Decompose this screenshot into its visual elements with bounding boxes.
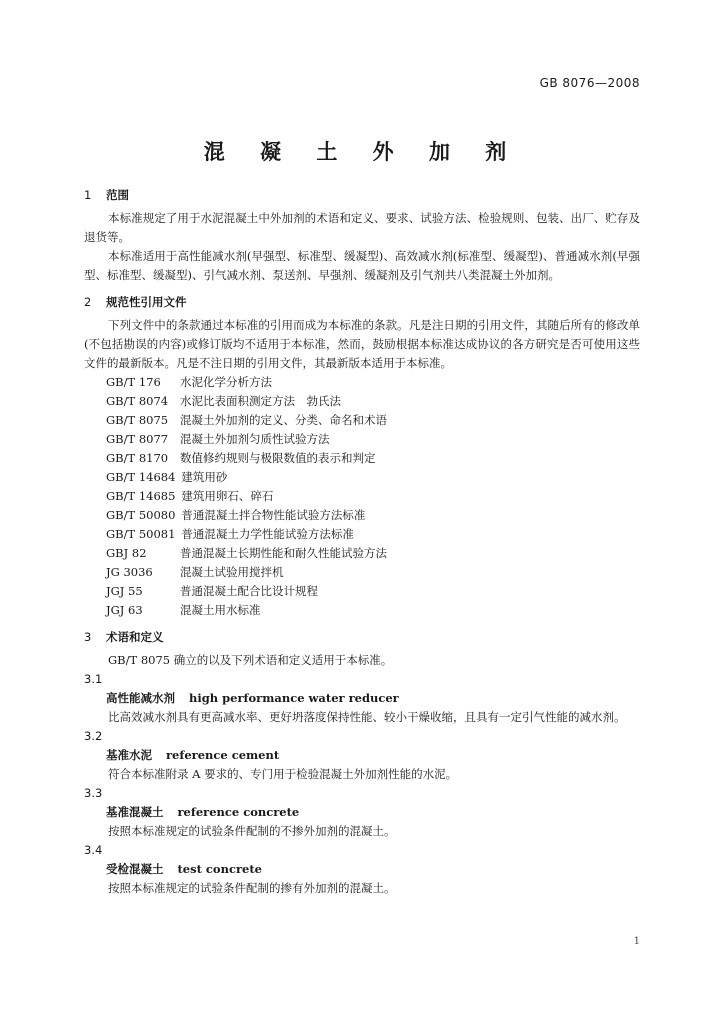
reference-code: GB/T 8074 <box>106 394 169 408</box>
term-title <box>84 860 640 879</box>
reference-name: 建筑用卵石、碎石 <box>181 489 274 503</box>
term-definition: 符合本标准附录 A 要求的、专门用于检验混凝土外加剂性能的水泥。 <box>108 767 458 781</box>
term-en: test concrete <box>177 862 262 876</box>
section-title: 术语和定义 <box>106 630 164 644</box>
term-title <box>84 746 640 765</box>
document-title: 混 凝 土 外 加 剂 <box>203 140 521 164</box>
reference-code: GB/T 176 <box>106 375 161 389</box>
section-number: 1 <box>84 188 92 202</box>
term-zh: 基准水泥 <box>106 748 152 762</box>
term-number: 3.3 <box>84 786 103 800</box>
page-number: 1 <box>633 936 640 947</box>
reference-item <box>84 449 640 468</box>
reference-code: GB/T 8170 <box>106 451 169 465</box>
paragraph: 本标准适用于高性能减水剂(早强型、标准型、缓凝型)、高效减水剂(标准型、缓凝型)、普通减水剂(早强型、标准型、缓凝型)、引气减水剂、泵送剂、早强剂、缓凝剂及引气剂共八类混凝土外加剂。 <box>84 249 640 282</box>
reference-name: 普通混凝土拌合物性能试验方法标准 <box>181 508 366 522</box>
reference-code: GB/T 14684 <box>106 470 176 484</box>
term-zh: 高性能减水剂 <box>106 691 175 705</box>
term-definition: 按照本标准规定的试验条件配制的不掺外加剂的混凝土。 <box>108 824 396 838</box>
reference-code: GB/T 8075 <box>106 413 169 427</box>
section-title: 范围 <box>106 188 129 202</box>
reference-name: 普通混凝土长期性能和耐久性能试验方法 <box>180 546 387 560</box>
reference-code: GB/T 50080 <box>106 508 176 522</box>
reference-item <box>84 544 640 563</box>
paragraph: 本标准规定了用于水泥混凝土中外加剂的术语和定义、要求、试验方法、检验规则、包装、出厂、贮存及退货等。 <box>84 211 640 244</box>
term-definition: 按照本标准规定的试验条件配制的掺有外加剂的混凝土。 <box>108 881 396 895</box>
term-zh: 受检混凝土 <box>106 862 164 876</box>
section-title: 规范性引用文件 <box>106 295 187 309</box>
term-number: 3.4 <box>84 843 103 857</box>
reference-item <box>84 563 640 582</box>
reference-code: GB/T 14685 <box>106 489 176 503</box>
reference-item <box>84 411 640 430</box>
term-title <box>84 803 640 822</box>
reference-item <box>84 506 640 525</box>
term-definition: 比高效减水剂具有更高减水率、更好坍落度保持性能、较小干燥收缩，且具有一定引气性能的减水剂。 <box>108 710 626 724</box>
reference-item <box>84 392 640 411</box>
reference-name: 混凝土试验用搅拌机 <box>180 565 284 579</box>
reference-code: GBJ 82 <box>106 546 147 560</box>
reference-name: 混凝土外加剂的定义、分类、命名和术语 <box>180 413 387 427</box>
reference-code: JGJ 55 <box>106 584 143 598</box>
reference-code: GB/T 8077 <box>106 432 169 446</box>
reference-code: JG 3036 <box>106 565 153 579</box>
reference-name: 水泥化学分析方法 <box>180 375 272 389</box>
section-number: 3 <box>84 630 92 644</box>
reference-item <box>84 373 640 392</box>
reference-item <box>84 525 640 544</box>
section-heading-terms <box>84 628 640 647</box>
document-body <box>84 186 640 898</box>
standard-code: GB 8076—2008 <box>539 76 640 90</box>
reference-name: 数值修约规则与极限数值的表示和判定 <box>180 451 376 465</box>
term-number: 3.1 <box>84 672 103 686</box>
term-zh: 基准混凝土 <box>106 805 164 819</box>
paragraph: 下列文件中的条款通过本标准的引用而成为本标准的条款。凡是注日期的引用文件，其随后所有的修改单(不包括勘误的内容)或修订版均不适用于本标准，然而，鼓励根据本标准达成协议的各方研究是否可使用这些文件的最新版本。凡是不注日期的引用文件，其最新版本适用于本标准。 <box>84 318 640 370</box>
reference-name: 水泥比表面积测定方法 勃氏法 <box>180 394 341 408</box>
reference-item <box>84 468 640 487</box>
reference-code: GB/T 50081 <box>106 527 176 541</box>
reference-name: 普通混凝土力学性能试验方法标准 <box>181 527 354 541</box>
paragraph: GB/T 8075 确立的以及下列术语和定义适用于本标准。 <box>108 653 393 667</box>
term-en: high performance water reducer <box>189 691 399 705</box>
term-title <box>84 689 640 708</box>
reference-name: 普通混凝土配合比设计规程 <box>180 584 318 598</box>
reference-name: 混凝土用水标准 <box>180 603 261 617</box>
section-number: 2 <box>84 295 92 309</box>
reference-name: 建筑用砂 <box>181 470 228 484</box>
section-heading-normative-references <box>84 293 640 312</box>
term-en: reference cement <box>166 748 280 762</box>
reference-list <box>84 373 640 620</box>
reference-item <box>84 487 640 506</box>
reference-item <box>84 430 640 449</box>
term-en: reference concrete <box>177 805 300 819</box>
reference-code: JGJ 63 <box>106 603 143 617</box>
term-number: 3.2 <box>84 729 103 743</box>
reference-item <box>84 601 640 620</box>
reference-name: 混凝土外加剂匀质性试验方法 <box>180 432 330 446</box>
reference-item <box>84 582 640 601</box>
section-heading-scope <box>84 186 640 205</box>
